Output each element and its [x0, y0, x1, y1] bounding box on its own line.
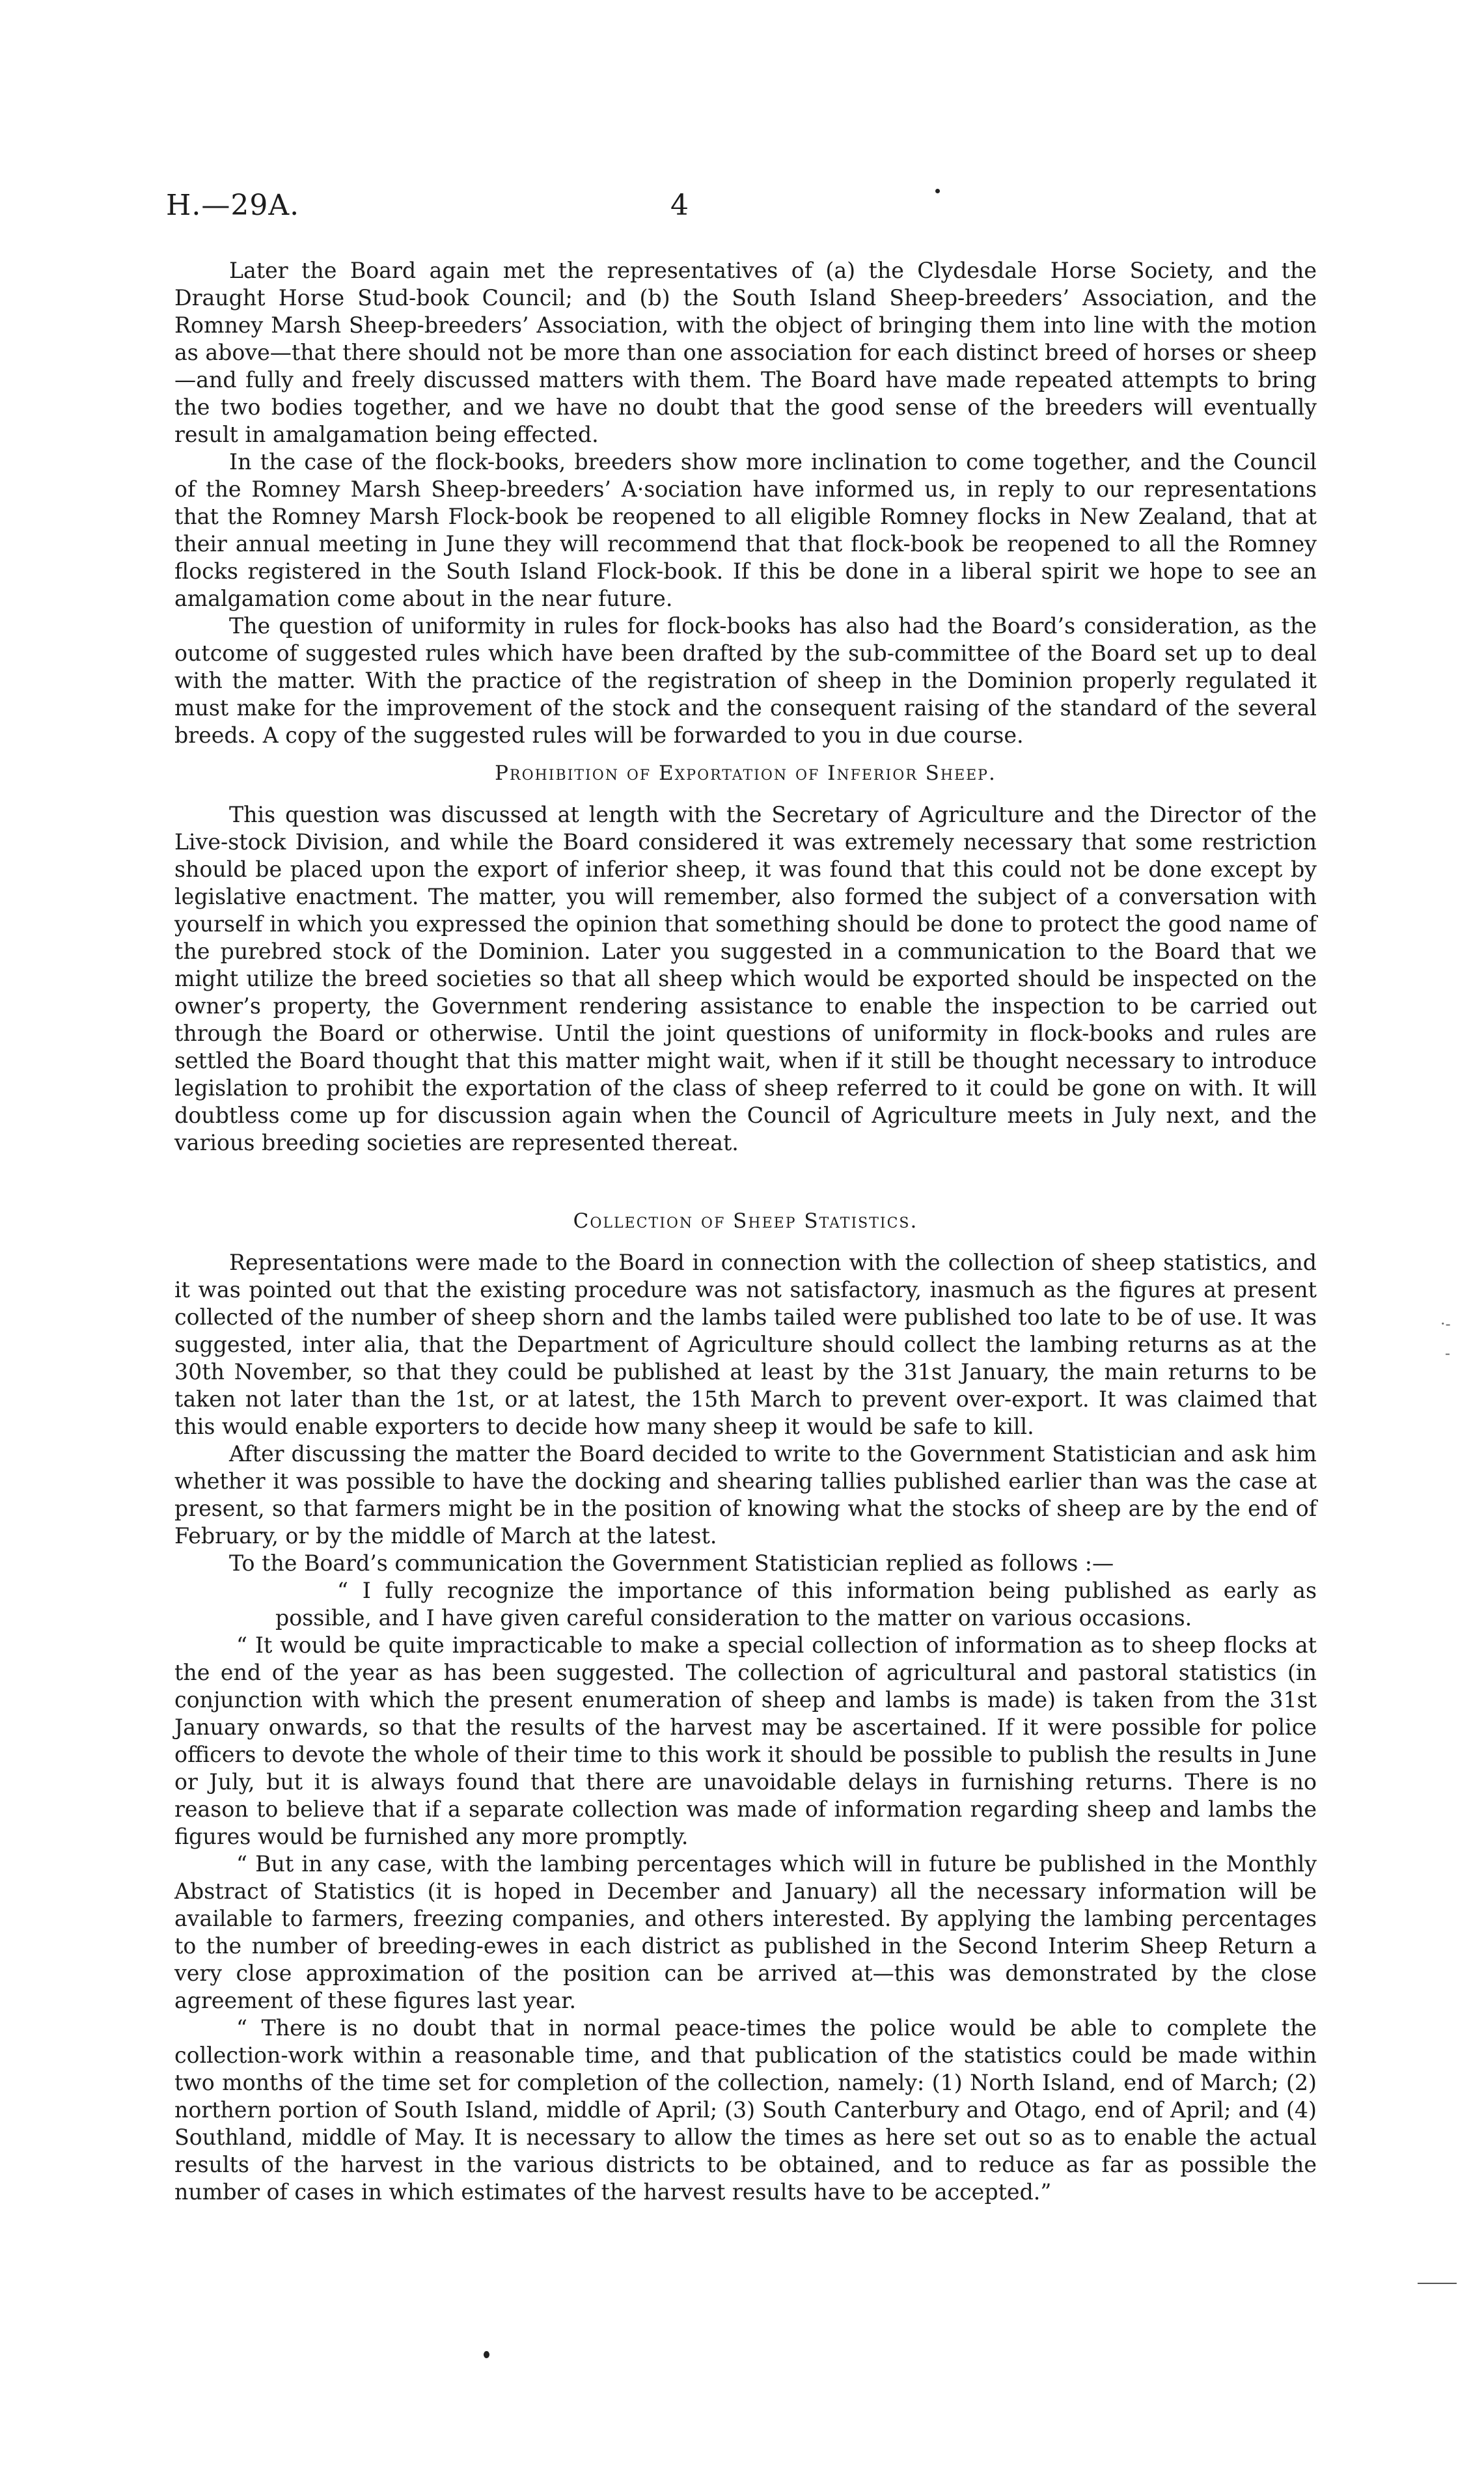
- print-speck: [935, 189, 940, 193]
- document-body: [174, 257, 1317, 2206]
- paragraph-uniformity-rules: The question of uniformity in rules for flock-books has also had the Board’s consideration, as the outcome of suggested rules which have been drafted by the sub-committee of the Board set up to deal with the matter. With the practice of the registration of sheep in the Dominion properly regulated it must make for the improvement of the stock and the consequent raising of the standard of the several breeds. A copy of the suggested rules will be forwarded to you in due course.: [174, 613, 1317, 748]
- paragraph-statistician-reply: To the Board’s communication the Government Statistician replied as follows :—: [229, 1550, 1114, 1576]
- margin-rule: [1418, 2283, 1457, 2284]
- section-heading-prohibition: Prohibition of Exportation of Inferior Sheep.: [495, 762, 996, 785]
- quote-lambing-percentages: “ But in any case, with the lambing percentages which will in future be published in the Monthly Abstract of Statistics (it is hoped in December and January) all the necessary information will be available to farmers, freezing companies, and others interested. By applying the lambing percentages to the number of breeding-ewes in each district as published in the Second Interim Sheep Return a very close approximation of the position can be arrived at—this was demonstrated by the close agreement of these figures last year.: [174, 1851, 1317, 2013]
- print-speck: [484, 2351, 489, 2358]
- quote-impracticable: “ It would be quite impracticable to make a special collection of information as to sheep flocks at the end of the year as has been suggested. The collection of agricultural and pastoral statistics (in conjunction with which the present enumeration of sheep and lambs is made) is taken from the 31st January onwards, so that the results of the harvest may be ascertained. If it were possible for police officers to devote the whole of their time to this work it should be possible to publish the results in June or July, but it is always found that there are unavoidable delays in furnishing returns. There is no reason to believe that if a separate collection was made of information regarding sheep and lambs the figures would be furnished any more promptly.: [174, 1632, 1317, 1849]
- margin-mark: ·-: [1440, 1315, 1451, 1333]
- document-reference: H.—29A.: [166, 189, 300, 222]
- paragraph-amalgamation: Later the Board again met the representatives of (a) the Clydesdale Horse Society, and the Draught Horse Stud-book Council; and (b) the South Island Sheep-breeders’ Association, and the Romney Marsh Sheep-breeders’ Association, with the object of bringing them into line with the motion as above—that there should not be more than one association for each distinct breed of horses or sheep—and fully and freely discussed matters with them. The Board have made repeated attempts to bring the two bodies together, and we have no doubt that the good sense of the breeders will eventually result in amalgamation being effected.: [174, 258, 1317, 447]
- quote-peace-times: “ There is no doubt that in normal peace-times the police would be able to complete the collection-work within a reasonable time, and that publication of the statistics could be made within two months of the time set for completion of the collection, namely: (1) North Island, end of March; (2) northern portion of South Island, middle of April; (3) South Canterbury and Otago, end of April; and (4) Southland, middle of May. It is necessary to allow the times as here set out so as to enable the actual results of the harvest in the various districts to be obtained, and to reduce as far as possible the number of cases in which estimates of the harvest results have to be accepted.”: [174, 2015, 1317, 2205]
- page-header: [166, 189, 1325, 228]
- paragraph-inferior-sheep: This question was discussed at length with the Secretary of Agriculture and the Director of the Live-stock Division, and while the Board considered it was extremely necessary that some restriction should be placed upon the export of inferior sheep, it was found that this could not be done except by legislative enactment. The matter, you will remember, also formed the subject of a conversation with yourself in which you expressed the opinion that something should be done to protect the good name of the purebred stock of the Dominion. Later you suggested in a communication to the Board that we might utilize the breed societies so that all sheep which would be exported should be inspected on the owner’s property, the Government rendering assistance to enable the inspection to be carried out through the Board or otherwise. Until the joint questions of uniformity in flock-books and rules are settled the Board thought that this matter might wait, when if it still be thought necessary to introduce legislation to prohibit the exportation of the class of sheep referred to it could be gone on with. It will doubtless come up for discussion again when the Council of Agriculture meets in July next, and the various breeding societies are represented thereat.: [174, 802, 1317, 1155]
- section-heading-sheep-statistics: Collection of Sheep Statistics.: [573, 1209, 918, 1233]
- quote-importance: “ I fully recognize the importance of this information being published as early as possible, and I have given careful consideration to the matter on various occasions.: [275, 1578, 1317, 1631]
- page-number: 4: [670, 189, 689, 222]
- paragraph-flock-books: In the case of the flock-books, breeders show more inclination to come together, and the Council of the Romney Marsh Sheep-breeders’ A·sociation have informed us, in reply to our representations that the Romney Marsh Flock-book be reopened to all eligible Romney flocks in New Zealand, that at their annual meeting in June they will recommend that that flock-book be reopened to all the Romney flocks registered in the South Island Flock-book. If this be done in a liberal spirit we hope to see an amalgamation come about in the near future.: [174, 449, 1317, 611]
- paragraph-board-decision: After discussing the matter the Board decided to write to the Government Statistician and ask him whether it was possible to have the docking and shearing tallies published earlier than was the case at present, so that farmers might be in the position of knowing what the stocks of sheep are by the end of February, or by the middle of March at the latest.: [174, 1441, 1317, 1548]
- margin-mark: -: [1445, 1344, 1451, 1362]
- paragraph-representations: Representations were made to the Board in connection with the collection of sheep statistics, and it was pointed out that the existing procedure was not satisfactory, inasmuch as the figures at present collected of the number of sheep shorn and the lambs tailed were published too late to be of use. It was suggested, inter alia, that the Department of Agriculture should collect the lambing returns as at the 30th November, so that they could be published at least by the 31st January, the main returns to be taken not later than the 1st, or at latest, the 15th March to prevent over-export. It was claimed that this would enable exporters to decide how many sheep it would be safe to kill.: [174, 1250, 1317, 1439]
